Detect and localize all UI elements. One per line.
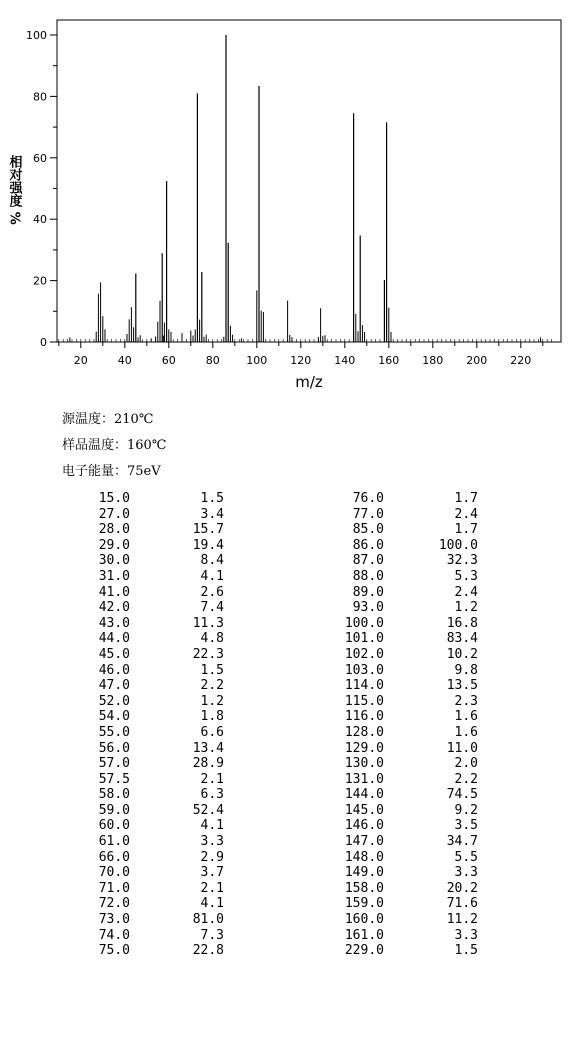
table-row — [316, 725, 478, 741]
mz-value: 58.0 — [98, 787, 130, 803]
table-row — [62, 943, 224, 959]
table-row — [62, 569, 224, 585]
mz-value: 44.0 — [98, 631, 130, 647]
mz-value: 93.0 — [352, 600, 384, 616]
table-row — [62, 725, 224, 741]
table-row — [62, 803, 224, 819]
mz-value: 41.0 — [98, 584, 130, 600]
intensity-value: 11.0 — [446, 740, 478, 756]
table-row — [62, 522, 224, 538]
mz-value: 130.0 — [344, 756, 384, 772]
table-row — [62, 787, 224, 803]
mz-value: 42.0 — [98, 600, 130, 616]
table-row — [62, 850, 224, 866]
intensity-value: 1.5 — [200, 491, 224, 506]
intensity-value: 16.8 — [446, 615, 478, 631]
intensity-value: 1.7 — [454, 491, 478, 506]
intensity-value: 11.3 — [192, 615, 224, 631]
mz-value: 115.0 — [344, 693, 384, 709]
mz-value: 72.0 — [98, 896, 130, 912]
intensity-value: 1.6 — [454, 724, 478, 740]
mz-value: 148.0 — [344, 849, 384, 865]
y-axis — [26, 29, 57, 349]
table-row — [62, 553, 224, 569]
mz-value: 88.0 — [352, 568, 384, 584]
table-row — [62, 709, 224, 725]
mz-value: 31.0 — [98, 568, 130, 584]
intensity-value: 1.2 — [454, 600, 478, 616]
x-tick-label: 80 — [205, 354, 220, 367]
mz-value: 149.0 — [344, 865, 384, 881]
table-row — [316, 616, 478, 632]
mz-value: 15.0 — [98, 491, 130, 506]
table-row — [62, 647, 224, 663]
y-tick-label: 0 — [40, 336, 47, 349]
intensity-value: 3.4 — [200, 506, 224, 522]
table-row — [316, 818, 478, 834]
y-tick-label: 60 — [33, 151, 47, 165]
x-tick-label: 220 — [510, 354, 532, 367]
table-row — [316, 896, 478, 912]
table-row — [316, 600, 478, 616]
mz-value: 57.0 — [98, 756, 130, 772]
intensity-value: 100.0 — [438, 537, 478, 553]
intensity-value: 2.4 — [454, 506, 478, 522]
intensity-value: 2.3 — [454, 693, 478, 709]
sample-temperature: 样品温度：160℃ — [62, 438, 167, 453]
intensity-value: 3.3 — [454, 865, 478, 881]
x-axis — [59, 342, 543, 367]
mz-value: 131.0 — [344, 771, 384, 787]
table-row — [62, 616, 224, 632]
intensity-value: 19.4 — [192, 537, 224, 553]
table-row — [62, 663, 224, 679]
x-tick-label: 120 — [290, 354, 312, 367]
table-row — [316, 694, 478, 710]
mz-value: 47.0 — [98, 678, 130, 694]
intensity-value: 2.2 — [454, 771, 478, 787]
intensity-value: 32.3 — [446, 553, 478, 569]
intensity-value: 11.2 — [446, 912, 478, 928]
table-row — [316, 553, 478, 569]
table-row — [316, 787, 478, 803]
mz-value: 30.0 — [98, 553, 130, 569]
y-tick-label: 100 — [26, 29, 47, 42]
source-temperature: 源温度：210℃ — [62, 412, 154, 427]
table-row — [316, 507, 478, 523]
intensity-value: 3.3 — [200, 834, 224, 850]
x-tick-label: 160 — [378, 354, 400, 367]
intensity-value: 1.8 — [200, 709, 224, 725]
table-row — [316, 803, 478, 819]
intensity-value: 13.4 — [192, 740, 224, 756]
intensity-value: 1.5 — [200, 662, 224, 678]
intensity-value: 74.5 — [446, 787, 478, 803]
table-row — [316, 647, 478, 663]
intensity-value: 2.1 — [200, 771, 224, 787]
intensity-value: 1.7 — [454, 522, 478, 538]
intensity-value: 1.6 — [454, 709, 478, 725]
intensity-value: 34.7 — [446, 834, 478, 850]
mz-value: 56.0 — [98, 740, 130, 756]
intensity-value: 22.8 — [192, 943, 224, 959]
intensity-value: 71.6 — [446, 896, 478, 912]
mz-value: 229.0 — [344, 943, 384, 959]
table-row — [62, 600, 224, 616]
intensity-value: 4.8 — [200, 631, 224, 647]
intensity-value: 9.8 — [454, 662, 478, 678]
mz-value: 89.0 — [352, 584, 384, 600]
y-tick-label: 40 — [33, 213, 47, 227]
intensity-value: 6.3 — [200, 787, 224, 803]
table-row — [316, 522, 478, 538]
mz-value: 103.0 — [344, 662, 384, 678]
mass-spectrum-chart — [0, 0, 570, 395]
mz-value: 29.0 — [98, 537, 130, 553]
table-row — [62, 694, 224, 710]
mz-value: 57.5 — [98, 771, 130, 787]
table-row — [62, 741, 224, 757]
intensity-value: 2.6 — [200, 584, 224, 600]
table-row — [62, 896, 224, 912]
mz-value: 73.0 — [98, 912, 130, 928]
table-row — [316, 756, 478, 772]
intensity-value: 52.4 — [192, 802, 224, 818]
mz-value: 52.0 — [98, 693, 130, 709]
intensity-value: 28.9 — [192, 756, 224, 772]
table-row — [62, 928, 224, 944]
mz-value: 129.0 — [344, 740, 384, 756]
mz-value: 128.0 — [344, 724, 384, 740]
intensity-value: 3.5 — [454, 818, 478, 834]
intensity-value: 2.9 — [200, 849, 224, 865]
table-row — [316, 834, 478, 850]
mz-value: 75.0 — [98, 943, 130, 959]
x-tick-label: 180 — [422, 354, 444, 367]
mz-value: 74.0 — [98, 927, 130, 943]
mz-value: 144.0 — [344, 787, 384, 803]
table-row — [62, 507, 224, 523]
intensity-value: 2.4 — [454, 584, 478, 600]
mz-value: 147.0 — [344, 834, 384, 850]
mz-value: 28.0 — [98, 522, 130, 538]
plot-frame — [57, 20, 561, 342]
intensity-value: 1.5 — [454, 943, 478, 959]
x-tick-label: 200 — [466, 354, 488, 367]
intensity-value: 1.2 — [200, 693, 224, 709]
table-row — [62, 585, 224, 601]
table-row — [62, 818, 224, 834]
y-axis-label: 相对强度 % — [6, 155, 22, 225]
mz-value: 66.0 — [98, 849, 130, 865]
table-row — [62, 834, 224, 850]
intensity-value: 81.0 — [192, 912, 224, 928]
intensity-value: 4.1 — [200, 818, 224, 834]
x-tick-label: 140 — [334, 354, 356, 367]
x-tick-label: 60 — [161, 354, 176, 367]
intensity-value: 6.6 — [200, 724, 224, 740]
table-row — [316, 943, 478, 959]
table-row — [316, 491, 478, 507]
intensity-value: 15.7 — [192, 522, 224, 538]
intensity-value: 3.7 — [200, 865, 224, 881]
intensity-value: 2.2 — [200, 678, 224, 694]
intensity-value: 5.3 — [454, 568, 478, 584]
intensity-value: 8.4 — [200, 553, 224, 569]
intensity-value: 22.3 — [192, 646, 224, 662]
table-row — [62, 678, 224, 694]
intensity-value: 4.1 — [200, 896, 224, 912]
mz-value: 77.0 — [352, 506, 384, 522]
mz-value: 146.0 — [344, 818, 384, 834]
mz-value: 71.0 — [98, 880, 130, 896]
peak-table-right — [316, 491, 478, 959]
mz-value: 87.0 — [352, 553, 384, 569]
y-tick-label: 80 — [33, 90, 47, 104]
table-row — [316, 850, 478, 866]
mz-value: 46.0 — [98, 662, 130, 678]
table-row — [316, 569, 478, 585]
mz-value: 60.0 — [98, 818, 130, 834]
table-row — [316, 772, 478, 788]
mz-value: 85.0 — [352, 522, 384, 538]
intensity-value: 7.3 — [200, 927, 224, 943]
table-row — [316, 631, 478, 647]
mz-value: 159.0 — [344, 896, 384, 912]
peak-table-left — [62, 491, 224, 959]
mz-value: 160.0 — [344, 912, 384, 928]
table-row — [62, 881, 224, 897]
intensity-value: 10.2 — [446, 646, 478, 662]
peak-series — [70, 35, 541, 342]
table-row — [62, 865, 224, 881]
table-row — [62, 756, 224, 772]
table-row — [316, 585, 478, 601]
mz-value: 100.0 — [344, 615, 384, 631]
table-row — [316, 678, 478, 694]
intensity-value: 2.1 — [200, 880, 224, 896]
table-row — [62, 772, 224, 788]
electron-energy: 电子能量：75eV — [62, 464, 161, 479]
intensity-value: 7.4 — [200, 600, 224, 616]
x-tick-label: 40 — [117, 354, 132, 367]
table-row — [316, 881, 478, 897]
mz-value: 27.0 — [98, 506, 130, 522]
table-row — [316, 912, 478, 928]
table-row — [62, 538, 224, 554]
intensity-value: 13.5 — [446, 678, 478, 694]
mz-value: 59.0 — [98, 802, 130, 818]
intensity-value: 9.2 — [454, 802, 478, 818]
mz-value: 116.0 — [344, 709, 384, 725]
mz-value: 86.0 — [352, 537, 384, 553]
mz-value: 161.0 — [344, 927, 384, 943]
table-row — [62, 491, 224, 507]
intensity-value: 20.2 — [446, 880, 478, 896]
mz-value: 70.0 — [98, 865, 130, 881]
mz-value: 45.0 — [98, 646, 130, 662]
mz-value: 158.0 — [344, 880, 384, 896]
intensity-value: 3.3 — [454, 927, 478, 943]
mz-value: 145.0 — [344, 802, 384, 818]
mz-value: 43.0 — [98, 615, 130, 631]
table-row — [316, 741, 478, 757]
mz-value: 114.0 — [344, 678, 384, 694]
table-row — [316, 709, 478, 725]
intensity-value: 83.4 — [446, 631, 478, 647]
table-row — [62, 631, 224, 647]
table-row — [316, 538, 478, 554]
mz-value: 61.0 — [98, 834, 130, 850]
x-tick-label: 20 — [73, 354, 88, 367]
mz-value: 55.0 — [98, 724, 130, 740]
table-row — [316, 928, 478, 944]
mz-value: 101.0 — [344, 631, 384, 647]
table-row — [62, 912, 224, 928]
mz-value: 102.0 — [344, 646, 384, 662]
x-tick-label: 100 — [246, 354, 268, 367]
y-tick-label: 20 — [33, 274, 47, 288]
table-row — [316, 663, 478, 679]
mz-value: 76.0 — [352, 491, 384, 506]
intensity-value: 2.0 — [454, 756, 478, 772]
x-axis-label: m/z — [295, 373, 323, 391]
intensity-value: 5.5 — [454, 849, 478, 865]
intensity-value: 4.1 — [200, 568, 224, 584]
mz-value: 54.0 — [98, 709, 130, 725]
table-row — [316, 865, 478, 881]
